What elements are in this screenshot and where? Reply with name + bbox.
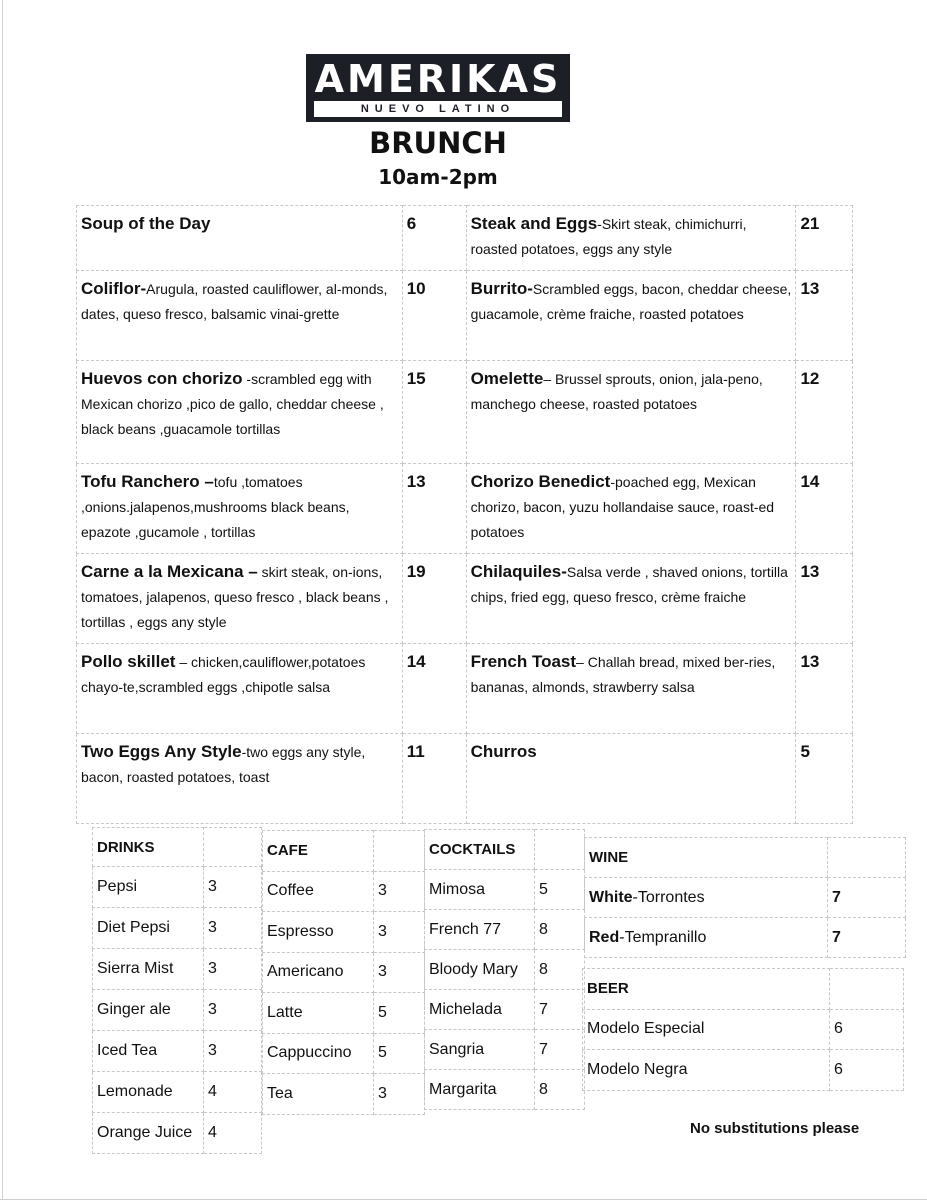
cocktails-item-name: Michelada <box>425 990 535 1030</box>
menu-item-description: -Skirt steak, chimichurri, roasted potatoes, eggs any style <box>470 216 747 257</box>
menu-item-description: skirt steak, on-ions, tomatoes, jalapenos, queso fresco , black beans , tortillas , eggs any style <box>81 564 389 630</box>
beer-item-name: Modelo Especial <box>583 1009 830 1050</box>
menu-item-cell <box>466 361 796 464</box>
menu-item-cell <box>77 361 403 464</box>
menu-item-cell <box>466 271 796 361</box>
drinks-table <box>92 827 262 1154</box>
empty-cell <box>204 828 262 867</box>
cocktails-item-row <box>425 870 585 910</box>
cocktails-item-name: Sangria <box>425 1030 535 1070</box>
cocktails-item-name: Margarita <box>425 1070 535 1110</box>
cocktails-item-price: 8 <box>535 1070 585 1110</box>
menu-item-cell <box>77 554 403 644</box>
drinks-item-name: Pepsi <box>93 867 204 908</box>
drinks-item-name: Diet Pepsi <box>93 908 204 949</box>
drinks-item-name: Iced Tea <box>93 1031 204 1072</box>
drinks-item-row <box>93 990 262 1031</box>
drinks-item-price: 3 <box>204 867 262 908</box>
page-left-border <box>2 0 3 1200</box>
menu-item-name: Chilaquiles- <box>470 562 567 581</box>
menu-item-name: Pollo skillet <box>81 652 176 671</box>
menu-item-description: tofu ,tomatoes ,onions.jalapenos,mushrooms black beans, epazote ,gucamole , tortillas <box>81 474 350 540</box>
cafe-item-row <box>263 1033 425 1074</box>
cafe-item-name: Americano <box>263 952 374 993</box>
cafe-item-name: Latte <box>263 993 374 1034</box>
cafe-table <box>262 830 425 1115</box>
menu-row <box>77 271 853 361</box>
drinks-item-name: Sierra Mist <box>93 949 204 990</box>
menu-item-name: Omelette <box>470 369 544 388</box>
menu-title: BRUNCH <box>369 126 507 160</box>
menu-item-name: Carne a la Mexicana – <box>81 562 258 581</box>
menu-item-price: 5 <box>796 734 853 824</box>
cafe-item-price: 3 <box>374 1074 425 1115</box>
menu-hours: 10am-2pm <box>378 165 498 189</box>
menu-item-price: 13 <box>796 271 853 361</box>
menu-row <box>77 464 853 554</box>
cafe-item-row <box>263 952 425 993</box>
menu-item-name: French Toast <box>470 652 577 671</box>
menu-item-description: – chicken,cauliflower,potatoes chayo-te,scrambled eggs ,chipotle salsa <box>81 654 366 695</box>
cafe-item-price: 3 <box>374 871 425 912</box>
menu-item-cell <box>77 464 403 554</box>
drinks-item-price: 3 <box>204 949 262 990</box>
menu-item-name: Huevos con chorizo <box>81 369 243 388</box>
cocktails-heading: COCKTAILS <box>425 830 535 870</box>
empty-cell <box>828 838 906 878</box>
menu-item-description: – Challah bread, mixed ber-ries, bananas, almonds, strawberry salsa <box>470 654 776 695</box>
menu-row <box>77 554 853 644</box>
menu-item-name: Tofu Ranchero – <box>81 472 214 491</box>
menu-item-description: -two eggs any style, bacon, roasted potatoes, toast <box>81 744 366 785</box>
menu-item-price: 21 <box>796 206 853 271</box>
menu-item-cell <box>466 734 796 824</box>
menu-item-name: Coliflor- <box>81 279 147 298</box>
food-menu-table <box>76 205 853 824</box>
menu-item-name: Two Eggs Any Style <box>81 742 242 761</box>
menu-item-cell <box>466 206 796 271</box>
drinks-heading-row <box>93 828 262 867</box>
drinks-item-row <box>93 908 262 949</box>
drinks-item-price: 3 <box>204 1031 262 1072</box>
cocktails-heading-row <box>425 830 585 870</box>
menu-item-cell <box>77 644 403 734</box>
menu-item-name: Chorizo Benedict <box>470 472 611 491</box>
drinks-item-price: 3 <box>204 908 262 949</box>
wine-heading: WINE <box>585 838 828 878</box>
menu-item-name: Burrito- <box>470 279 533 298</box>
wine-color: Red <box>589 928 620 946</box>
cafe-item-name: Tea <box>263 1074 374 1115</box>
empty-cell <box>374 831 425 872</box>
beer-item-row <box>583 1009 904 1050</box>
menu-item-price: 11 <box>402 734 466 824</box>
cocktails-item-row <box>425 1070 585 1110</box>
menu-item-price: 19 <box>402 554 466 644</box>
menu-item-description: -scrambled egg with Mexican chorizo ,pico de gallo, cheddar cheese , black beans ,guacamole tortillas <box>81 371 384 437</box>
beer-item-price: 6 <box>830 1050 904 1091</box>
menu-row <box>77 644 853 734</box>
cocktails-item-price: 7 <box>535 1030 585 1070</box>
menu-item-price: 13 <box>796 644 853 734</box>
wine-item-name <box>585 878 828 918</box>
cocktails-item-row <box>425 950 585 990</box>
drinks-item-row <box>93 867 262 908</box>
menu-item-price: 15 <box>402 361 466 464</box>
wine-heading-row <box>585 838 906 878</box>
cafe-item-name: Coffee <box>263 871 374 912</box>
beer-item-row <box>583 1050 904 1091</box>
menu-item-cell <box>77 734 403 824</box>
beer-heading: BEER <box>583 969 830 1010</box>
cafe-item-price: 3 <box>374 912 425 953</box>
wine-varietal: -Torrontes <box>632 888 705 906</box>
menu-item-price: 13 <box>796 554 853 644</box>
cafe-item-price: 5 <box>374 1033 425 1074</box>
wine-color: White <box>589 888 633 906</box>
drinks-item-price: 4 <box>204 1072 262 1113</box>
wine-table <box>584 837 906 958</box>
cocktails-item-price: 7 <box>535 990 585 1030</box>
logo-brand: AMERIKAS <box>314 57 562 101</box>
menu-row <box>77 361 853 464</box>
drinks-item-row <box>93 1113 262 1154</box>
cocktails-item-row <box>425 910 585 950</box>
cocktails-item-price: 8 <box>535 950 585 990</box>
menu-item-name: Churros <box>470 742 537 761</box>
menu-item-price: 14 <box>796 464 853 554</box>
drinks-item-price: 3 <box>204 990 262 1031</box>
beer-table <box>582 968 904 1091</box>
menu-item-cell <box>466 554 796 644</box>
cocktails-item-name: French 77 <box>425 910 535 950</box>
cocktails-item-row <box>425 1030 585 1070</box>
beer-item-name: Modelo Negra <box>583 1050 830 1091</box>
menu-item-price: 14 <box>402 644 466 734</box>
empty-cell <box>830 969 904 1010</box>
cocktails-item-price: 5 <box>535 870 585 910</box>
menu-item-cell <box>466 644 796 734</box>
cafe-item-row <box>263 871 425 912</box>
drinks-item-name: Orange Juice <box>93 1113 204 1154</box>
menu-item-description: – Brussel sprouts, onion, jala-peno, manchego cheese, roasted potatoes <box>470 371 763 412</box>
menu-item-price: 10 <box>402 271 466 361</box>
cocktails-item-name: Mimosa <box>425 870 535 910</box>
logo-tagline: NUEVO LATINO <box>314 101 562 117</box>
cocktails-item-name: Bloody Mary <box>425 950 535 990</box>
beer-heading-row <box>583 969 904 1010</box>
drinks-item-name: Lemonade <box>93 1072 204 1113</box>
cafe-item-name: Espresso <box>263 912 374 953</box>
drinks-item-name: Ginger ale <box>93 990 204 1031</box>
empty-cell <box>535 830 585 870</box>
menu-item-name: Steak and Eggs <box>470 214 598 233</box>
menu-item-cell <box>77 271 403 361</box>
wine-varietal: -Tempranillo <box>619 928 707 946</box>
cafe-heading: CAFE <box>263 831 374 872</box>
menu-item-cell <box>466 464 796 554</box>
cafe-item-row <box>263 912 425 953</box>
menu-item-description: Arugula, roasted cauliflower, al-monds, dates, queso fresco, balsamic vinai-grette <box>81 281 388 322</box>
cafe-item-row <box>263 1074 425 1115</box>
menu-row <box>77 206 853 271</box>
cafe-item-price: 5 <box>374 993 425 1034</box>
drinks-heading: DRINKS <box>93 828 204 867</box>
cocktails-item-price: 8 <box>535 910 585 950</box>
menu-item-description: -poached egg, Mexican chorizo, bacon, yuzu hollandaise sauce, roast-ed potatoes <box>470 474 775 540</box>
cafe-heading-row <box>263 831 425 872</box>
cocktails-table <box>424 829 585 1110</box>
wine-item-price: 7 <box>828 878 906 918</box>
menu-item-cell <box>77 206 403 271</box>
no-substitutions-note: No substitutions please <box>690 1120 860 1137</box>
menu-item-price: 12 <box>796 361 853 464</box>
menu-item-description: Salsa verde , shaved onions, tortilla chips, fried egg, queso fresco, crème fraiche <box>470 564 788 605</box>
drinks-item-row <box>93 1031 262 1072</box>
beer-item-price: 6 <box>830 1009 904 1050</box>
cafe-item-row <box>263 993 425 1034</box>
menu-item-description: Scrambled eggs, bacon, cheddar cheese, guacamole, crème fraiche, roasted potatoes <box>470 281 792 322</box>
cocktails-item-row <box>425 990 585 1030</box>
cafe-item-price: 3 <box>374 952 425 993</box>
menu-item-price: 13 <box>402 464 466 554</box>
menu-item-price: 6 <box>402 206 466 271</box>
wine-item-row <box>585 918 906 958</box>
drinks-item-row <box>93 1072 262 1113</box>
cafe-item-name: Cappuccino <box>263 1033 374 1074</box>
drinks-item-row <box>93 949 262 990</box>
menu-item-name: Soup of the Day <box>81 214 211 233</box>
wine-item-name <box>585 918 828 958</box>
wine-item-row <box>585 878 906 918</box>
restaurant-logo <box>306 54 570 122</box>
menu-row <box>77 734 853 824</box>
drinks-item-price: 4 <box>204 1113 262 1154</box>
wine-item-price: 7 <box>828 918 906 958</box>
